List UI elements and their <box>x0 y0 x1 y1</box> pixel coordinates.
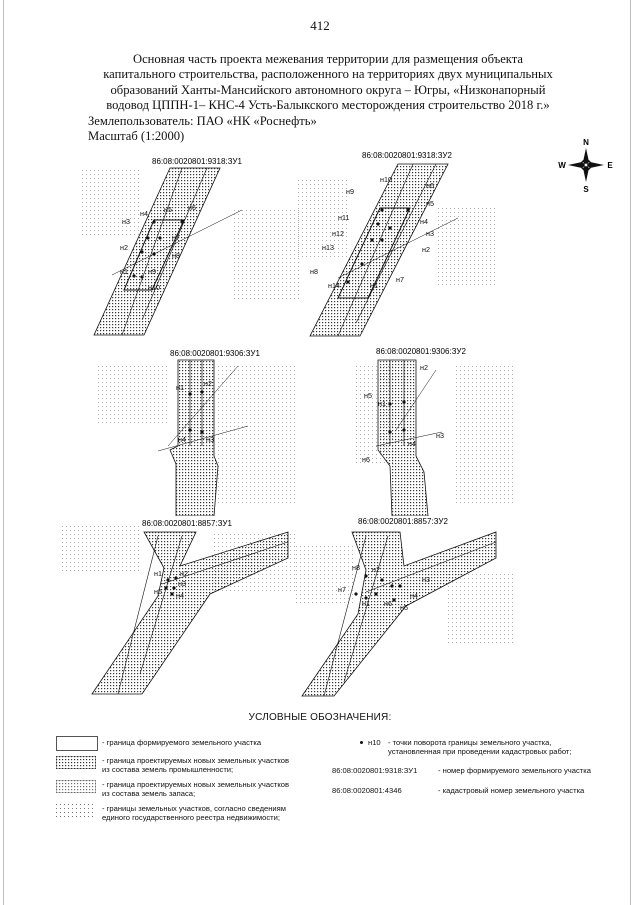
point-label: н3 <box>206 435 214 444</box>
legend-text: - номер формируемого земельного участка <box>438 766 591 775</box>
point-label: н2 <box>180 569 188 578</box>
point-label: н2 <box>420 363 428 372</box>
point-label: н4 <box>140 209 148 218</box>
legend-point-sample: н10 <box>368 738 381 747</box>
point-label: н3 <box>422 575 430 584</box>
point-label: н12 <box>332 229 344 238</box>
point-label: н2 <box>204 379 212 388</box>
point-label: н8 <box>172 251 180 260</box>
point-label: н5 <box>400 603 408 612</box>
land-user: Землепользователь: ПАО «НК «Роснефть» <box>88 113 317 128</box>
point-label: н3 <box>178 579 186 588</box>
plot-label: 86:08:0020801:9306:ЗУ1 <box>170 349 260 358</box>
plot-diagram-9306-zu2 <box>356 346 516 516</box>
legend-right <box>324 738 604 808</box>
legend-text: - точки поворота границы земельного участка, установленная при проведении кадастровых работ; <box>388 738 572 757</box>
point-label: н2 <box>120 243 128 252</box>
point-label: н1 <box>176 383 184 392</box>
point-label: н6 <box>188 203 196 212</box>
compass-e: E <box>607 161 613 170</box>
point-label: н8 <box>352 563 360 572</box>
legend-text: - кадастровый номер земельного участка <box>438 786 585 795</box>
legend-text: - границы земельных участков, согласно сведениям единого государственного реестра недвижимости; <box>102 804 287 823</box>
point-label: н2 <box>372 565 380 574</box>
point-label: н5 <box>426 199 434 208</box>
point-marker-icon <box>360 741 363 744</box>
point-label: н10 <box>148 283 160 292</box>
point-label: н3 <box>426 229 434 238</box>
point-label: н5 <box>364 391 372 400</box>
legend-text: - граница проектируемых новых земельных участков из состава земель запаса; <box>102 780 290 799</box>
legend-left <box>56 736 326 836</box>
point-label: н4 <box>178 435 186 444</box>
point-label: н8 <box>310 267 318 276</box>
point-label: н4 <box>176 591 184 600</box>
point-label: н6 <box>384 599 392 608</box>
legend-swatch-dense <box>56 756 96 769</box>
compass-rose-icon <box>558 137 614 193</box>
point-label: н4 <box>408 439 416 448</box>
header-line: образований Ханты-Мансийского автономного округа – Югры, «Низконапорный <box>110 82 546 97</box>
point-label: н9 <box>148 267 156 276</box>
legend-swatch-sparse <box>56 804 96 817</box>
plot-diagram-8857-zu2 <box>296 514 516 704</box>
plot-diagram-8857-zu1 <box>62 514 298 704</box>
point-label: н14 <box>328 281 340 290</box>
point-label: н6 <box>426 181 434 190</box>
document-header <box>88 52 568 144</box>
point-label: н5 <box>164 205 172 214</box>
point-label: н7 <box>338 585 346 594</box>
plot-diagram-9318-zu1 <box>82 150 302 345</box>
legend-swatch-medium <box>56 780 96 793</box>
legend-title: УСЛОВНЫЕ ОБОЗНАЧЕНИЯ: <box>248 712 392 723</box>
point-label: н1 <box>154 569 162 578</box>
plot-label: 86:08:0020801:9306:ЗУ2 <box>376 347 466 356</box>
scan-edge-left <box>3 0 4 905</box>
point-label: н1 <box>370 281 378 290</box>
point-label: н13 <box>322 243 334 252</box>
point-label: н10 <box>380 175 392 184</box>
plot-label: 86:08:0020801:8857:ЗУ1 <box>142 519 232 528</box>
point-label: н3 <box>122 217 130 226</box>
plot-diagram-9318-zu2 <box>298 148 498 348</box>
header-line: Основная часть проекта межевания территории для размещения объекта <box>132 52 523 66</box>
plot-diagram-9306-zu1 <box>98 346 298 516</box>
point-label: н11 <box>338 213 350 222</box>
plot-label: 86:08:0020801:9318:ЗУ2 <box>362 151 452 160</box>
legend-sample-number: 86:08:0020801:9318:ЗУ1 <box>332 766 418 775</box>
scan-edge-right <box>630 0 631 905</box>
header-line: водовод ЦППН-1– КНС-4 Усть-Балыкского месторождения строительство 2018 г.» <box>106 98 550 113</box>
compass-w: W <box>558 161 566 170</box>
compass-n: N <box>583 138 589 147</box>
legend-swatch-plain <box>56 736 98 751</box>
header-line: капитального строительства, расположенного на территориях двух муниципальных <box>103 67 553 82</box>
point-label: н4 <box>410 591 418 600</box>
plot-label: 86:08:0020801:9318:ЗУ1 <box>152 157 242 166</box>
point-label: н7 <box>172 233 180 242</box>
plot-label: 86:08:0020801:8857:ЗУ2 <box>358 517 448 526</box>
page-number: 412 <box>310 18 330 33</box>
compass-s: S <box>583 185 589 193</box>
point-label: н3 <box>436 431 444 440</box>
scale-label: Масштаб (1:2000) <box>88 129 185 144</box>
point-label: н9 <box>346 187 354 196</box>
point-label: н1 <box>378 399 386 408</box>
point-label: н6 <box>362 455 370 464</box>
legend-sample-cadastral: 86:08:0020801:4346 <box>332 786 402 795</box>
legend-text: - граница проектируемых новых земельных участков из состава земель промышленности; <box>102 756 290 775</box>
point-label: н5 <box>154 587 162 596</box>
point-label: н2 <box>422 245 430 254</box>
point-label: н1 <box>120 267 128 276</box>
point-label: н4 <box>420 217 428 226</box>
point-label: н7 <box>396 275 404 284</box>
point-label: н1 <box>362 599 370 608</box>
legend-text: - граница формируемого земельного участка <box>102 738 262 747</box>
